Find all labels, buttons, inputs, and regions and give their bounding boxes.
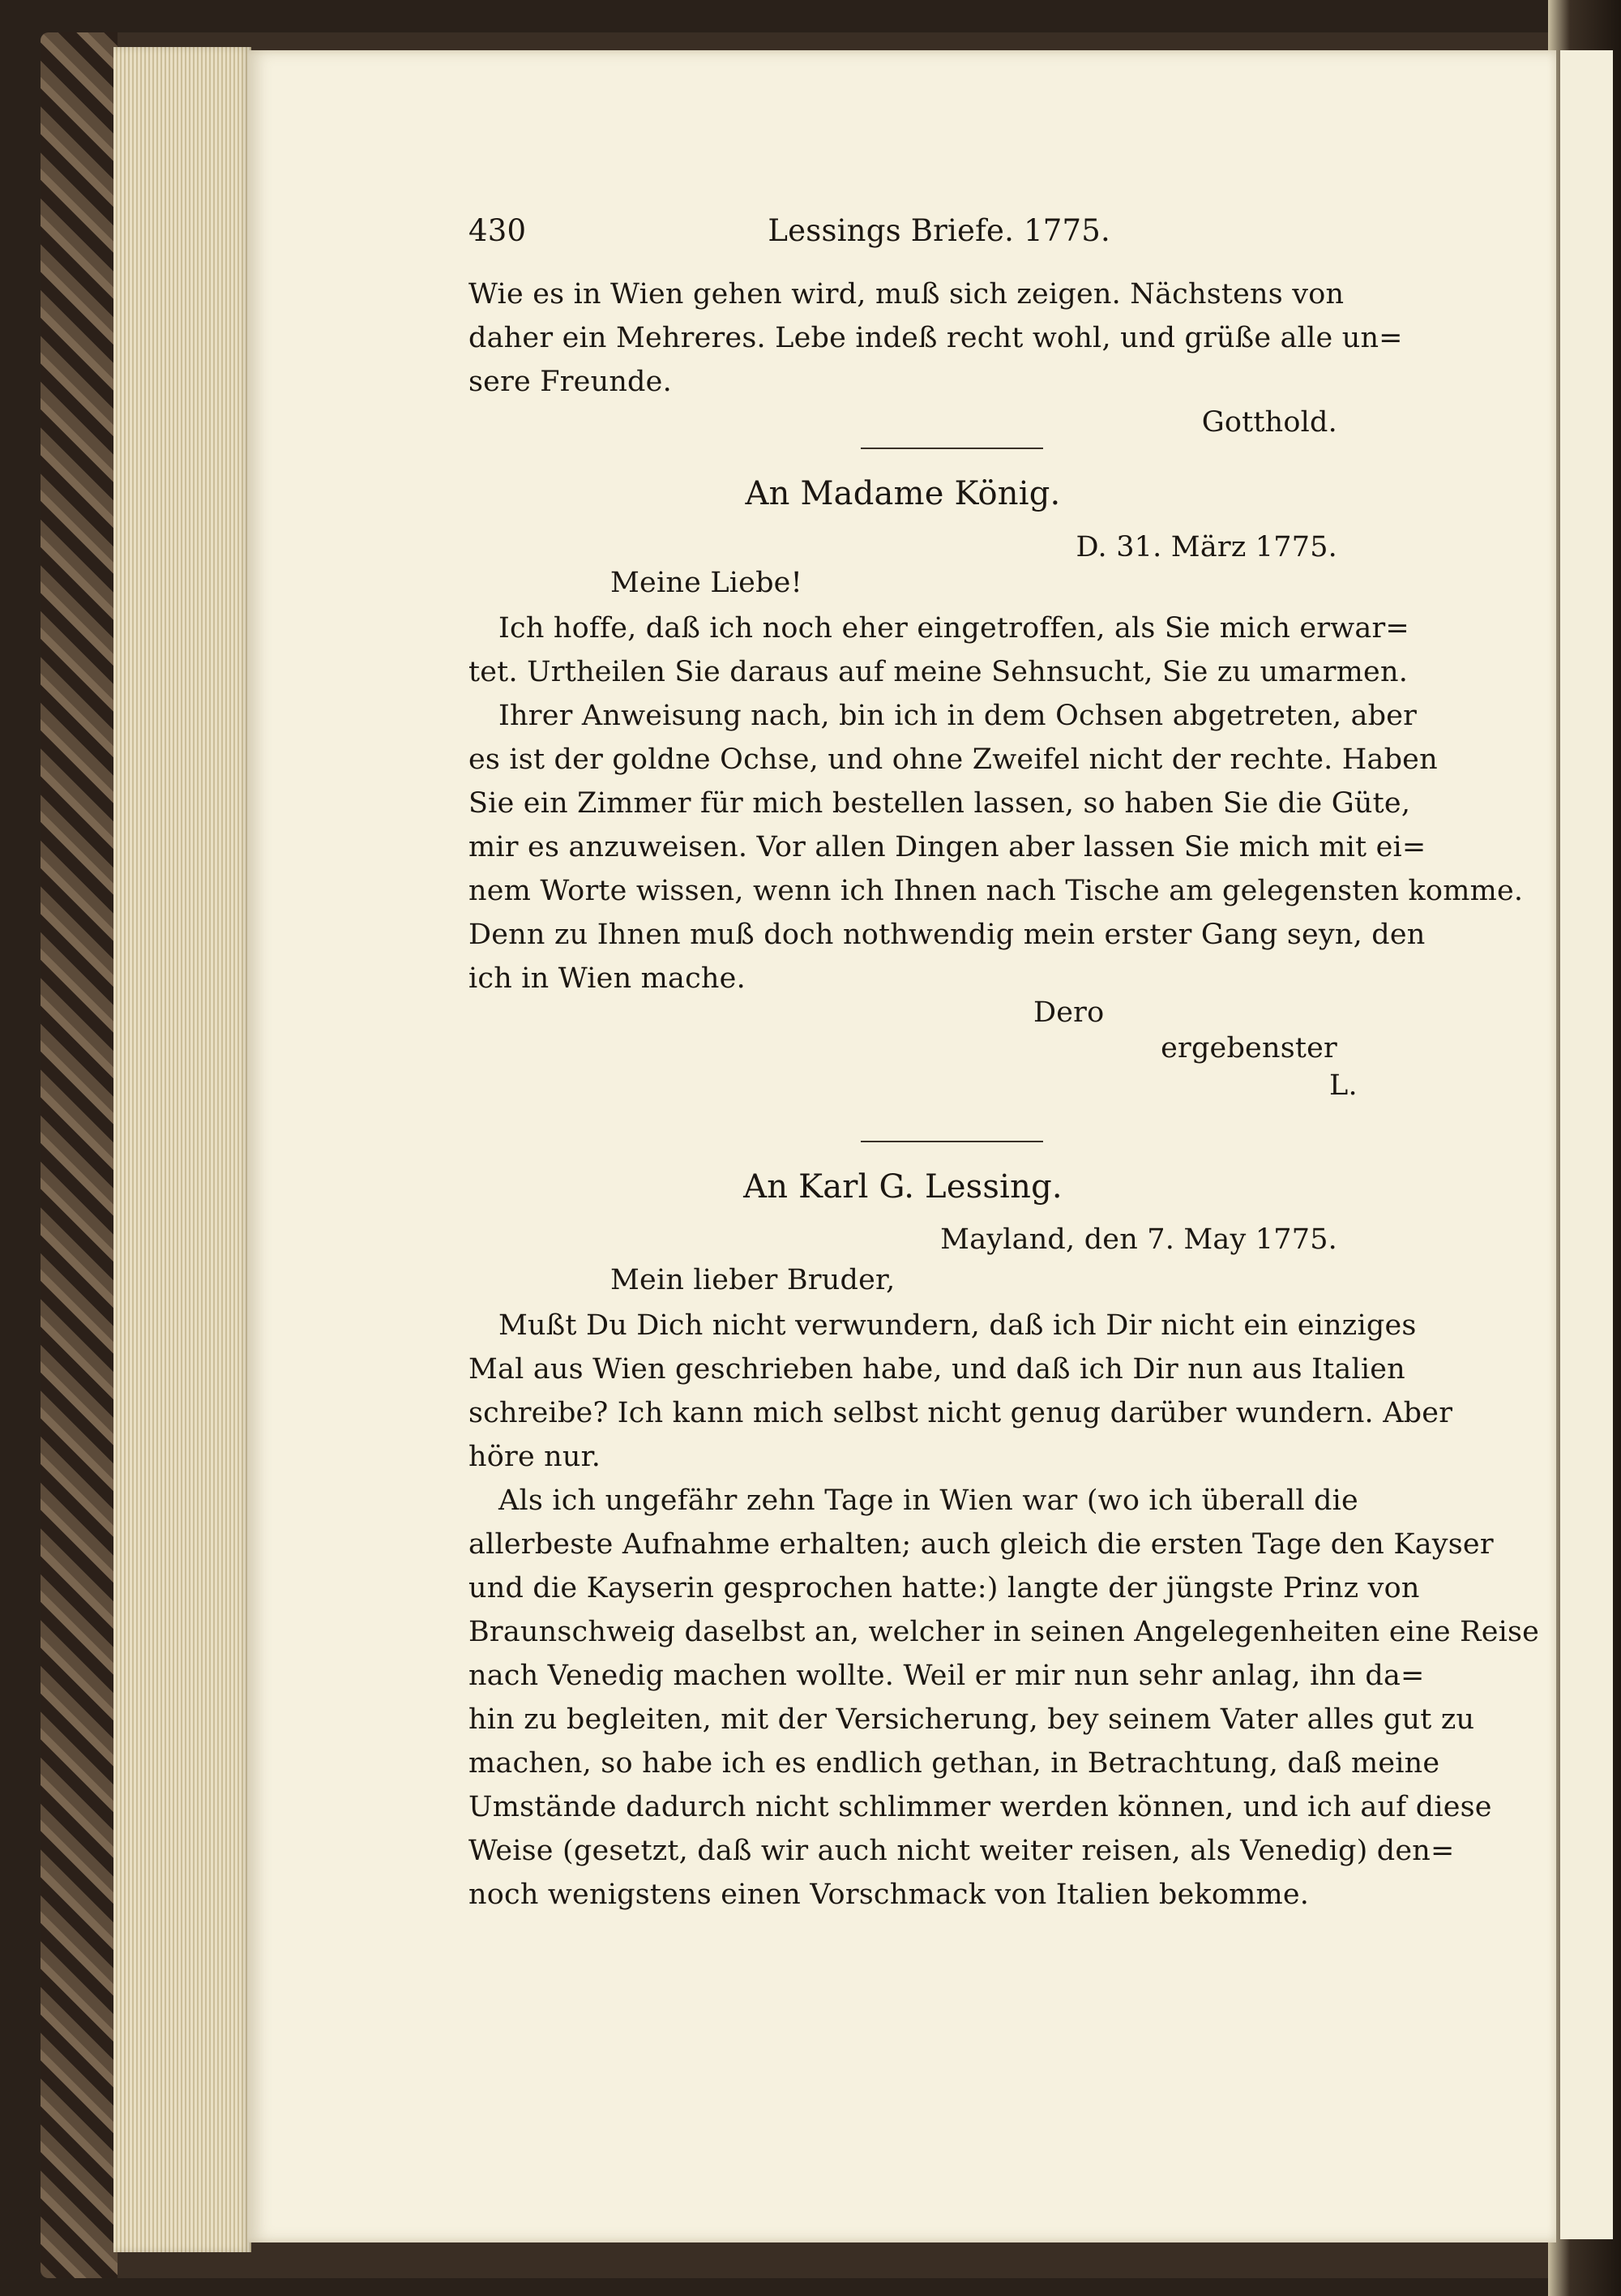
text-line: tet. Urtheilen Sie daraus auf meine Sehnsucht, Sie zu umarmen. bbox=[468, 656, 1409, 688]
text-line: allerbeste Aufnahme erhalten; auch gleich die ersten Tage den Kayser bbox=[468, 1528, 1494, 1561]
text-line: Umstände dadurch nicht schlimmer werden können, und ich auf diese bbox=[468, 1791, 1492, 1823]
salutation: Meine Liebe! bbox=[610, 567, 802, 599]
text-line: Denn zu Ihnen muß doch nothwendig mein erster Gang seyn, den bbox=[468, 919, 1426, 951]
page-edges bbox=[113, 47, 251, 2252]
text-line: nem Worte wissen, wenn ich Ihnen nach Tische am gelegensten komme. bbox=[468, 875, 1524, 907]
closing-initial: L. bbox=[1329, 1069, 1358, 1102]
closing: ergebenster bbox=[1161, 1032, 1337, 1064]
text-line: ich in Wien mache. bbox=[468, 962, 746, 995]
text-line: höre nur. bbox=[468, 1441, 601, 1473]
book-page bbox=[247, 50, 1556, 2242]
letter-date: Mayland, den 7. May 1775. bbox=[940, 1223, 1337, 1256]
page-header bbox=[468, 209, 1337, 253]
letter-heading: An Madame König. bbox=[745, 475, 1061, 512]
closing: Dero bbox=[1033, 996, 1105, 1029]
text-line: machen, so habe ich es endlich gethan, in Betrachtung, daß meine bbox=[468, 1747, 1440, 1780]
marbled-cover-edge bbox=[41, 32, 118, 2278]
divider bbox=[861, 1141, 1043, 1142]
text-line: es ist der goldne Ochse, und ohne Zweifel nicht der rechte. Haben bbox=[468, 743, 1438, 776]
text-line: und die Kayserin gesprochen hatte:) langte der jüngste Prinz von bbox=[468, 1572, 1420, 1604]
text-line: schreibe? Ich kann mich selbst nicht genug darüber wundern. Aber bbox=[468, 1397, 1453, 1429]
text-line: Ihrer Anweisung nach, bin ich in dem Ochsen abgetreten, aber bbox=[498, 700, 1418, 732]
divider bbox=[861, 448, 1043, 449]
text-line: mir es anzuweisen. Vor allen Dingen aber lassen Sie mich mit ei= bbox=[468, 831, 1426, 863]
text-line: sere Freunde. bbox=[468, 366, 672, 398]
text-line: Mal aus Wien geschrieben habe, und daß ich Dir nun aus Italien bbox=[468, 1353, 1405, 1386]
page-number: 430 bbox=[468, 213, 527, 248]
letter-date: D. 31. März 1775. bbox=[1076, 531, 1337, 563]
salutation: Mein lieber Bruder, bbox=[610, 1264, 896, 1296]
text-line: noch wenigstens einen Vorschmack von Italien bekomme. bbox=[468, 1878, 1310, 1911]
text-line: Braunschweig daselbst an, welcher in seinen Angelegenheiten eine Reise bbox=[468, 1616, 1540, 1648]
text-line: Ich hoffe, daß ich noch eher eingetroffen, als Sie mich erwar= bbox=[498, 612, 1409, 645]
text-line: Mußt Du Dich nicht verwundern, daß ich Dir nicht ein einziges bbox=[498, 1309, 1417, 1342]
text-line: Weise (gesetzt, daß wir auch nicht weiter reisen, als Venedig) den= bbox=[468, 1835, 1455, 1867]
text-line: hin zu begleiten, mit der Versicherung, bey seinem Vater alles gut zu bbox=[468, 1703, 1475, 1736]
facing-page bbox=[1560, 50, 1613, 2239]
letter-heading: An Karl G. Lessing. bbox=[743, 1168, 1063, 1206]
text-line: Als ich ungefähr zehn Tage in Wien war (wo ich überall die bbox=[498, 1484, 1358, 1517]
text-line: daher ein Mehreres. Lebe indeß recht wohl, und grüße alle un= bbox=[468, 322, 1403, 354]
signature: Gotthold. bbox=[1201, 406, 1337, 439]
running-title: Lessings Briefe. 1775. bbox=[768, 213, 1110, 248]
text-line: nach Venedig machen wollte. Weil er mir nun sehr anlag, ihn da= bbox=[468, 1660, 1425, 1692]
text-line: Sie ein Zimmer für mich bestellen lassen, so haben Sie die Güte, bbox=[468, 787, 1411, 820]
text-line: Wie es in Wien gehen wird, muß sich zeigen. Nächstens von bbox=[468, 278, 1345, 311]
